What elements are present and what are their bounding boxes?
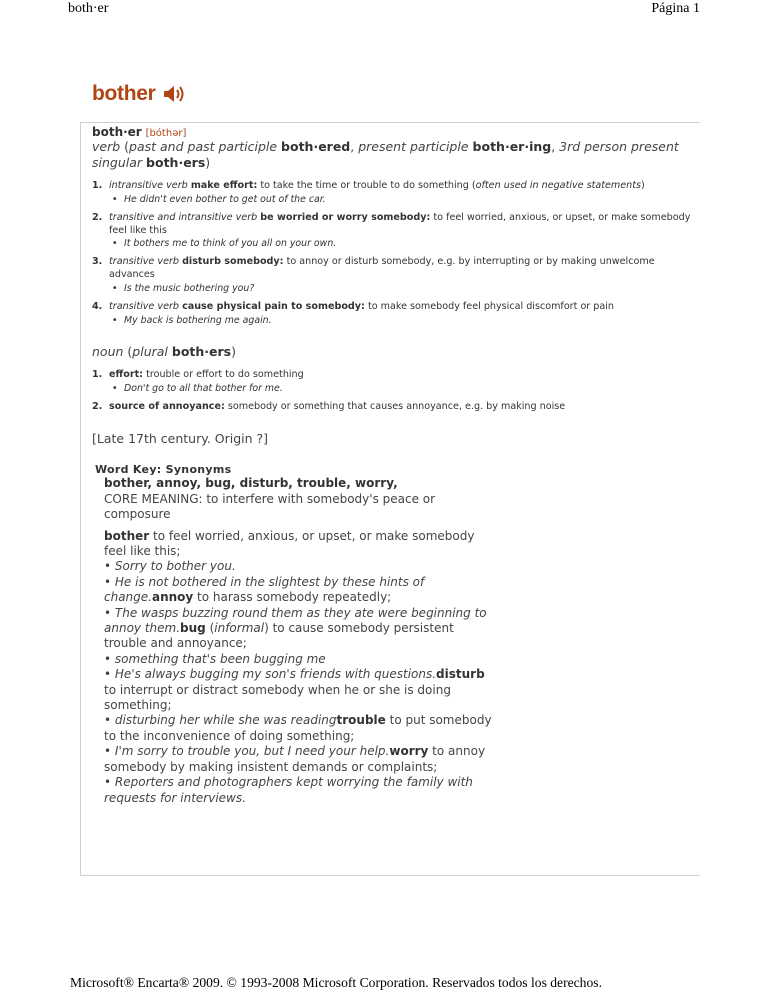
sense-definition: to feel worried, anxious, or upset, or make somebody feel like this <box>109 211 691 236</box>
verb-inflections: verb (past and past participle both·ered, present participle both·er·ing, 3rd person present singular both·ers) <box>92 139 679 170</box>
synonym-word: bother <box>104 528 150 543</box>
headword-line <box>92 125 692 139</box>
sense <box>92 369 692 395</box>
synonym-example: disturbing her while she was reading <box>114 713 337 728</box>
sense: 1. intransitive verb make effort: to take the time or trouble to do something (often used in negative statements) • He didn't even bother to get out of the car. <box>92 180 692 206</box>
third-label: 3rd person present singular <box>92 139 679 170</box>
register-label: informal <box>214 621 265 636</box>
verb-senses <box>92 180 692 327</box>
pronunciation: [bóthər] <box>145 128 187 139</box>
grammar-label: intransitive verb <box>109 180 188 191</box>
core-meaning: CORE MEANING: to interfere with somebody's peace or composure <box>104 491 436 522</box>
dictionary-entry <box>80 122 700 876</box>
sense-number: 2. <box>92 211 103 223</box>
headword: bother <box>92 82 156 105</box>
example: • My back is bothering me again. <box>109 314 692 327</box>
header-left-title: both·er <box>68 1 109 16</box>
sense <box>92 212 692 251</box>
synonym-word: trouble <box>336 713 386 728</box>
word-key-synonyms <box>92 463 492 806</box>
pos-verb: verb <box>92 139 121 154</box>
past-form: both·ered <box>281 139 351 154</box>
sense-label: be worried or worry somebody: <box>260 211 431 223</box>
sense-number: 3. <box>92 256 103 268</box>
plural-label: plural <box>132 343 168 359</box>
headword-block <box>92 82 188 106</box>
synonym-definition: to feel worried, anxious, or upset, or make somebody feel like this; <box>104 528 475 558</box>
synonym-example: He is not bothered in the slightest by these hints of change. <box>104 574 425 605</box>
sense-label: source of annoyance: <box>109 400 225 412</box>
sense-definition: to annoy or disturb somebody, e.g. by interrupting or by making unwelcome advances <box>109 256 655 281</box>
sense-label: disturb somebody: <box>182 256 284 268</box>
grammar-label: transitive verb <box>109 300 179 312</box>
synonym-example: The wasps buzzing round them as they ate were beginning to annoy them. <box>104 605 487 636</box>
synonym-list: bother, annoy, bug, disturb, trouble, worry, <box>104 476 398 491</box>
sense-number: 1. <box>92 368 103 380</box>
synonym-example: Sorry to bother you. <box>114 559 236 574</box>
synonym-word: annoy <box>151 590 194 605</box>
synonym-example: He's always bugging my son's friends with questions. <box>114 667 437 682</box>
present-label: present participle <box>358 139 469 154</box>
sense <box>92 301 692 327</box>
plural-form: both·ers <box>171 343 232 359</box>
present-form: both·er·ing <box>472 139 552 154</box>
grammar-label: transitive and intransitive verb <box>109 211 258 223</box>
sense-label: cause physical pain to somebody: <box>182 300 365 312</box>
synonym-example: I'm sorry to trouble you, but I need your help. <box>114 744 390 759</box>
sense <box>92 401 692 414</box>
synonym-definition: to annoy somebody by making insistent demands or complaints; <box>104 744 486 774</box>
synonym-example: Reporters and photographers kept worrying the family with requests for interviews. <box>104 775 473 805</box>
sense-definition: to take the time or trouble to do something <box>260 180 469 191</box>
sense-definition: to make somebody feel physical discomfort or pain <box>367 300 615 312</box>
etymology: [Late 17th century. Origin ?] <box>92 431 269 447</box>
synonym-word: disturb <box>436 667 485 682</box>
page-number: Página 1 <box>651 1 700 16</box>
synonym-details: bother to feel worried, anxious, or upset, or make somebody feel like this; • Sorry to bother you. • He is not bothered in the slightest by these hints of change.annoy to harass somebody repeatedly; • The wasps buzzing round them as they ate were beginning to annoy them.bug (informal) to cause somebody persistent trouble and annoyance; • something that's been bugging me • He's always bugging my son's friends with questions.disturb to interrupt or distract somebody when he or she is doing something; • disturbing her while she was readingtrouble to put somebody to the inconvenience of doing something; • I'm sorry to trouble you, but I need your help.worry to annoy somebody by making insistent demands or complaints; • Reporters and photographers kept worrying the family with requests for interviews. <box>104 528 492 805</box>
speaker-icon[interactable] <box>162 83 188 105</box>
grammar-label: transitive verb <box>109 256 179 268</box>
pos-noun: noun <box>92 343 124 359</box>
noun-inflections: noun (plural both·ers) <box>92 343 237 359</box>
synonym-definition: to cause somebody persistent trouble and annoyance; <box>104 621 454 651</box>
synonym-example: something that's been bugging me <box>114 651 326 666</box>
sense-number: 4. <box>92 300 103 312</box>
sense <box>92 256 692 295</box>
usage-note: often used in negative statements <box>475 180 642 191</box>
word-key-title: Word Key: Synonyms <box>95 463 232 477</box>
noun-senses <box>92 369 692 414</box>
copyright-footer: Microsoft® Encarta® 2009. © 1993-2008 Microsoft Corporation. Reservados todos los derechos. <box>70 975 602 990</box>
sense-number: 2. <box>92 400 103 412</box>
synonym-definition: to interrupt or distract somebody when he or she is doing something; <box>104 682 451 713</box>
synonym-word: worry <box>389 744 429 759</box>
page-header <box>0 0 768 22</box>
sense-label: effort: <box>109 368 144 380</box>
synonym-word: bug <box>180 621 206 636</box>
past-label: past and past participle <box>129 139 278 154</box>
example: • Don't go to all that bother for me. <box>109 382 692 395</box>
synonym-definition: to harass somebody repeatedly; <box>193 590 392 605</box>
example: • Is the music bothering you? <box>109 282 692 295</box>
example: • It bothers me to think of you all on your own. <box>109 237 692 250</box>
third-form: both·ers <box>146 154 206 170</box>
sense-definition: somebody or something that causes annoyance, e.g. by making noise <box>227 400 566 412</box>
example: • He didn't even bother to get out of the car. <box>109 193 692 206</box>
syllabified-headword: both·er <box>92 125 142 139</box>
synonym-definition: to put somebody to the inconvenience of doing something; <box>104 713 492 743</box>
sense-definition: trouble or effort to do something <box>146 368 304 380</box>
sense-label: make effort: <box>190 180 258 191</box>
sense-number: 1. <box>92 180 103 191</box>
